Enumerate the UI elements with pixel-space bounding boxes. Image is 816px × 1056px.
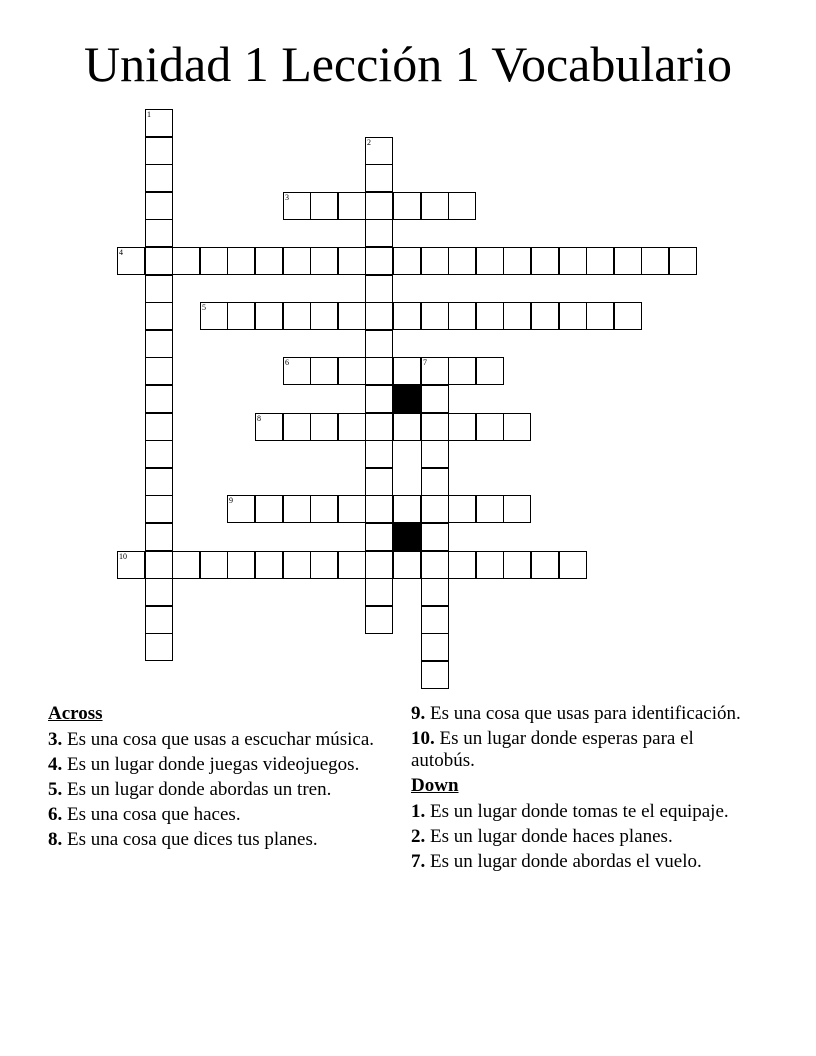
crossword-cell[interactable] xyxy=(145,523,173,551)
crossword-cell[interactable] xyxy=(338,551,366,579)
cell-number: 3 xyxy=(285,193,289,202)
crossword-cell[interactable] xyxy=(365,164,393,192)
crossword-cell[interactable] xyxy=(421,385,449,413)
cell-number: 9 xyxy=(229,496,233,505)
clue-across-10: 10. Es un lugar donde esperas para el autobús. xyxy=(411,728,694,771)
cell-number: 2 xyxy=(367,138,371,147)
clue-across-3: 3. Es una cosa que usas a escuchar música. xyxy=(48,729,375,750)
crossword-cell[interactable] xyxy=(200,247,228,275)
crossword-cell[interactable] xyxy=(421,468,449,496)
crossword-cell[interactable] xyxy=(227,551,255,579)
clue-across-4: 4. Es un lugar donde juegas videojuegos. xyxy=(48,754,360,775)
crossword-cell[interactable] xyxy=(365,495,393,523)
crossword-cell[interactable] xyxy=(448,413,476,441)
down-heading: Down xyxy=(411,775,459,796)
across-heading: Across xyxy=(48,703,103,724)
crossword-cell[interactable] xyxy=(310,192,338,220)
crossword-cell[interactable] xyxy=(145,440,173,468)
crossword-cell[interactable] xyxy=(503,551,531,579)
crossword-cell[interactable] xyxy=(393,413,421,441)
crossword-cell[interactable] xyxy=(476,413,504,441)
crossword-cell[interactable] xyxy=(255,551,283,579)
crossword-cell[interactable] xyxy=(531,551,559,579)
crossword-cell[interactable] xyxy=(310,302,338,330)
crossword-cell[interactable] xyxy=(503,247,531,275)
clues-column-right xyxy=(411,703,761,876)
crossword-cell[interactable] xyxy=(448,495,476,523)
crossword-cell[interactable] xyxy=(393,495,421,523)
crossword-cell[interactable] xyxy=(586,247,614,275)
crossword-cell[interactable] xyxy=(393,192,421,220)
crossword-cell[interactable] xyxy=(531,302,559,330)
crossword-cell[interactable] xyxy=(448,551,476,579)
cell-number: 8 xyxy=(257,414,261,423)
clue-across-5: 5. Es un lugar donde abordas un tren. xyxy=(48,779,332,800)
crossword-cell[interactable] xyxy=(172,247,200,275)
cell-number: 5 xyxy=(202,303,206,312)
crossword-cell[interactable] xyxy=(365,606,393,634)
crossword-cell[interactable] xyxy=(421,495,449,523)
crossword-cell[interactable] xyxy=(669,247,697,275)
crossword-cell[interactable] xyxy=(145,164,173,192)
crossword-cell[interactable] xyxy=(614,247,642,275)
crossword-cell[interactable] xyxy=(531,247,559,275)
crossword-cell[interactable] xyxy=(365,578,393,606)
crossword-cell[interactable] xyxy=(476,357,504,385)
crossword-cell[interactable] xyxy=(365,523,393,551)
crossword-cell[interactable] xyxy=(421,606,449,634)
crossword-cell[interactable] xyxy=(365,440,393,468)
crossword-cell[interactable] xyxy=(172,551,200,579)
crossword-cell[interactable] xyxy=(365,385,393,413)
crossword-cell[interactable] xyxy=(365,551,393,579)
crossword-cell[interactable] xyxy=(255,302,283,330)
crossword-cell[interactable] xyxy=(227,495,255,523)
crossword-cell[interactable] xyxy=(476,551,504,579)
crossword-cell[interactable] xyxy=(421,357,449,385)
crossword-cell[interactable] xyxy=(476,302,504,330)
crossword-cell[interactable] xyxy=(586,302,614,330)
crossword-cell[interactable] xyxy=(393,357,421,385)
crossword-cell[interactable] xyxy=(503,495,531,523)
crossword-cell[interactable] xyxy=(421,551,449,579)
cell-number: 6 xyxy=(285,358,289,367)
crossword-cell[interactable] xyxy=(614,302,642,330)
crossword-cell[interactable] xyxy=(255,495,283,523)
crossword-cell[interactable] xyxy=(365,357,393,385)
crossword-cell[interactable] xyxy=(503,413,531,441)
crossword-cell[interactable] xyxy=(365,330,393,358)
crossword-cell[interactable] xyxy=(145,468,173,496)
crossword-cell[interactable] xyxy=(365,302,393,330)
page-title: Unidad 1 Lección 1 Vocabulario xyxy=(84,36,732,92)
crossword-cell[interactable] xyxy=(338,495,366,523)
crossword-cell[interactable] xyxy=(421,247,449,275)
crossword-cell[interactable] xyxy=(283,495,311,523)
crossword-cell[interactable] xyxy=(117,551,145,579)
crossword-cell[interactable] xyxy=(448,357,476,385)
crossword-cell[interactable] xyxy=(200,302,228,330)
clue-across-8: 8. Es una cosa que dices tus planes. xyxy=(48,829,318,850)
crossword-cell[interactable] xyxy=(503,302,531,330)
crossword-cell[interactable] xyxy=(145,633,173,661)
clue-across-6: 6. Es una cosa que haces. xyxy=(48,804,241,825)
crossword-cell[interactable] xyxy=(145,413,173,441)
crossword-cell[interactable] xyxy=(338,413,366,441)
crossword-cell[interactable] xyxy=(365,468,393,496)
crossword-cell[interactable] xyxy=(227,247,255,275)
crossword-cell[interactable] xyxy=(283,192,311,220)
crossword-cell[interactable] xyxy=(559,302,587,330)
crossword-cell[interactable] xyxy=(476,247,504,275)
crossword-cell[interactable] xyxy=(255,247,283,275)
crossword-cell[interactable] xyxy=(393,247,421,275)
crossword-cell[interactable] xyxy=(338,302,366,330)
crossword-black-cell xyxy=(393,385,421,413)
crossword-cell[interactable] xyxy=(255,413,283,441)
crossword-cell[interactable] xyxy=(310,495,338,523)
crossword-cell[interactable] xyxy=(145,137,173,165)
crossword-cell[interactable] xyxy=(145,192,173,220)
cell-number: 7 xyxy=(423,358,427,367)
crossword-cell[interactable] xyxy=(145,495,173,523)
crossword-cell[interactable] xyxy=(145,247,173,275)
crossword-cell[interactable] xyxy=(310,551,338,579)
crossword-cell[interactable] xyxy=(421,302,449,330)
crossword-cell[interactable] xyxy=(641,247,669,275)
crossword-cell[interactable] xyxy=(283,247,311,275)
crossword-cell[interactable] xyxy=(310,413,338,441)
crossword-cell[interactable] xyxy=(421,578,449,606)
crossword-cell[interactable] xyxy=(559,247,587,275)
crossword-cell[interactable] xyxy=(393,551,421,579)
clues-column-left xyxy=(48,703,398,854)
crossword-cell[interactable] xyxy=(283,413,311,441)
crossword-cell[interactable] xyxy=(365,219,393,247)
crossword-cell[interactable] xyxy=(421,192,449,220)
crossword-cell[interactable] xyxy=(421,413,449,441)
crossword-cell[interactable] xyxy=(145,578,173,606)
crossword-cell[interactable] xyxy=(145,606,173,634)
crossword-cell[interactable] xyxy=(365,413,393,441)
crossword-cell[interactable] xyxy=(421,633,449,661)
crossword-cell[interactable] xyxy=(476,495,504,523)
clue-across-9: 9. Es una cosa que usas para identificación. xyxy=(411,703,741,724)
crossword-cell[interactable] xyxy=(365,192,393,220)
crossword-cell[interactable] xyxy=(365,247,393,275)
cell-number: 10 xyxy=(119,552,127,561)
crossword-cell[interactable] xyxy=(338,192,366,220)
crossword-cell[interactable] xyxy=(448,247,476,275)
crossword-cell[interactable] xyxy=(145,219,173,247)
crossword-cell[interactable] xyxy=(227,302,255,330)
clue-down-2: 2. Es un lugar donde haces planes. xyxy=(411,826,673,847)
clue-down-7: 7. Es un lugar donde abordas el vuelo. xyxy=(411,851,702,872)
crossword-cell[interactable] xyxy=(310,357,338,385)
cell-number: 1 xyxy=(147,110,151,119)
crossword-cell[interactable] xyxy=(117,247,145,275)
crossword-cell[interactable] xyxy=(145,109,173,137)
crossword-cell[interactable] xyxy=(448,302,476,330)
cell-number: 4 xyxy=(119,248,123,257)
clue-down-1: 1. Es un lugar donde tomas te el equipaje. xyxy=(411,801,729,822)
crossword-cell[interactable] xyxy=(283,357,311,385)
crossword-cell[interactable] xyxy=(310,247,338,275)
crossword-cell[interactable] xyxy=(421,661,449,689)
crossword-cell[interactable] xyxy=(338,357,366,385)
crossword-cell[interactable] xyxy=(200,551,228,579)
crossword-cell[interactable] xyxy=(283,302,311,330)
crossword-cell[interactable] xyxy=(145,551,173,579)
crossword-cell[interactable] xyxy=(145,385,173,413)
crossword-cell[interactable] xyxy=(421,440,449,468)
crossword-cell[interactable] xyxy=(145,275,173,303)
crossword-cell[interactable] xyxy=(145,330,173,358)
crossword-cell[interactable] xyxy=(448,192,476,220)
crossword-black-cell xyxy=(393,523,421,551)
crossword-cell[interactable] xyxy=(421,523,449,551)
crossword-cell[interactable] xyxy=(559,551,587,579)
crossword-cell[interactable] xyxy=(393,302,421,330)
crossword-cell[interactable] xyxy=(145,357,173,385)
crossword-cell[interactable] xyxy=(338,247,366,275)
crossword-cell[interactable] xyxy=(145,302,173,330)
crossword-cell[interactable] xyxy=(365,275,393,303)
crossword-cell[interactable] xyxy=(365,137,393,165)
crossword-cell[interactable] xyxy=(283,551,311,579)
